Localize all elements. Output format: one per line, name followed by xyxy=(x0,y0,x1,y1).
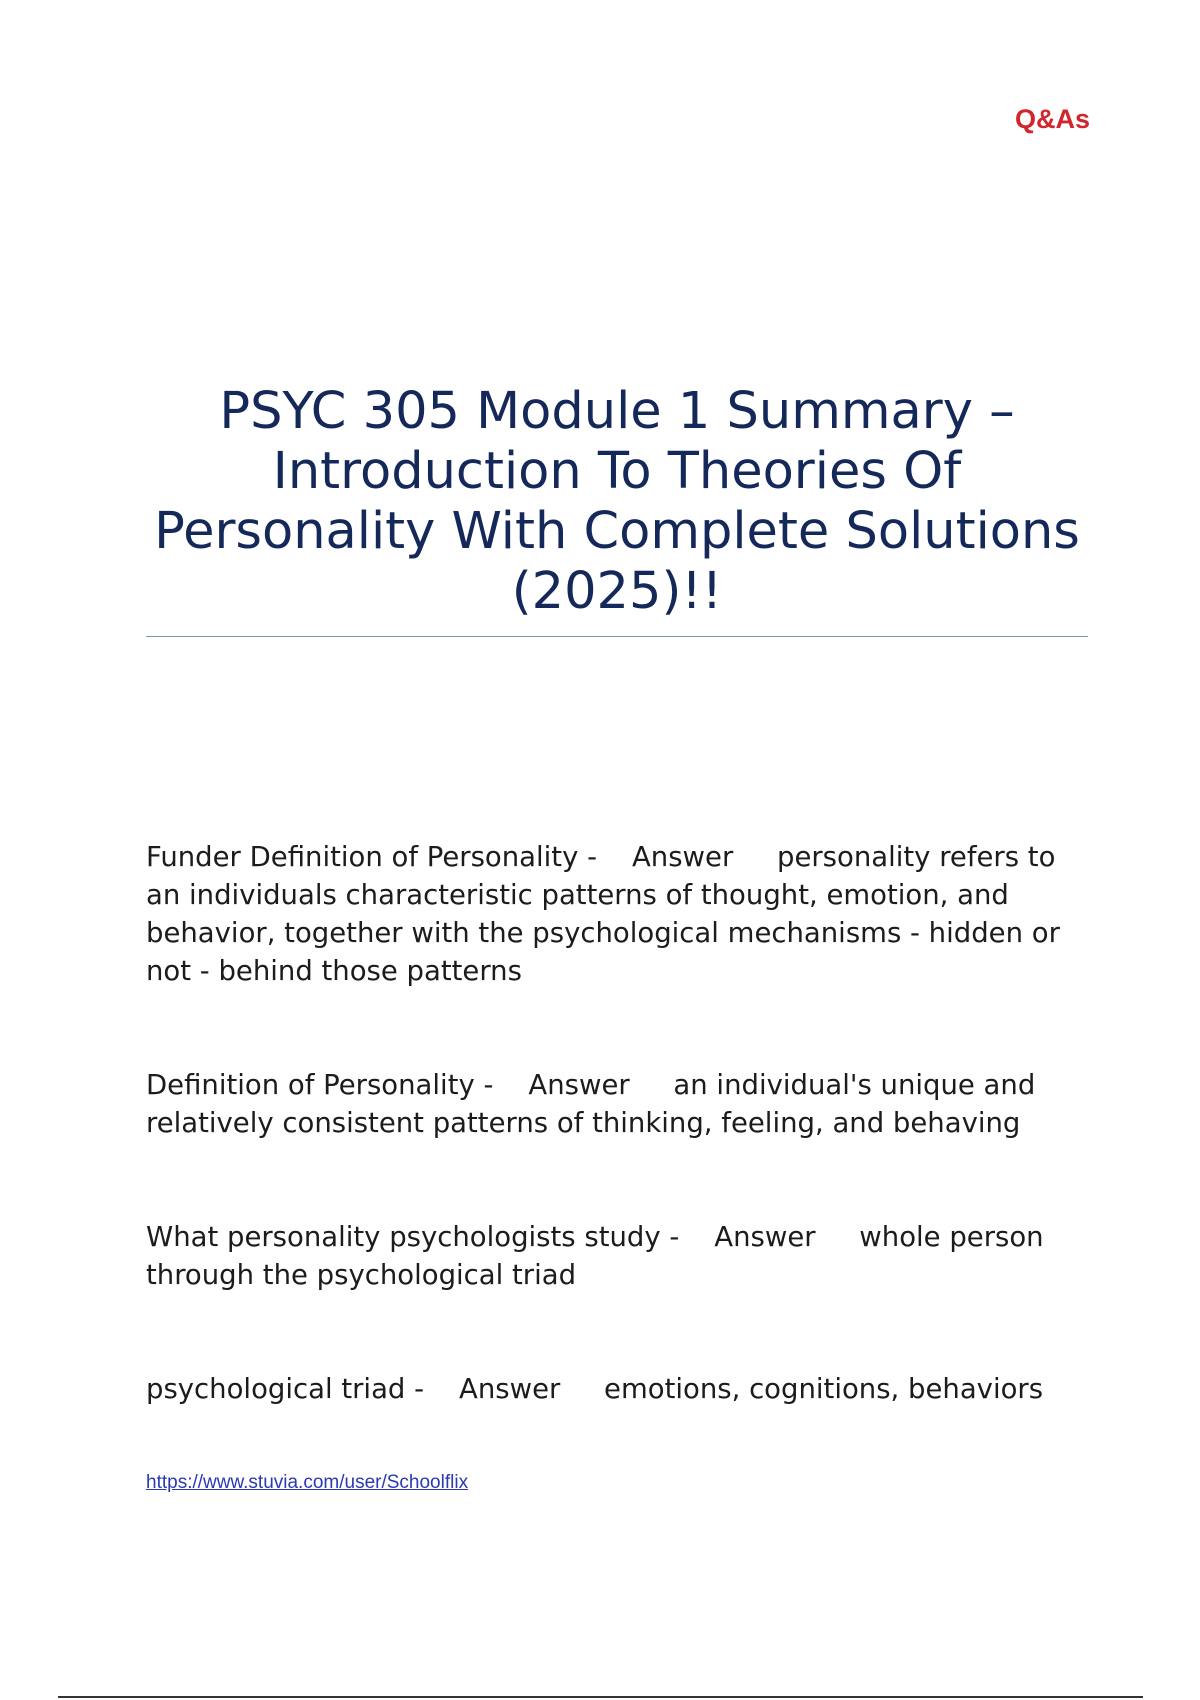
qa-item-what-psychologists-study xyxy=(146,1218,1086,1294)
footer-divider xyxy=(58,1696,1143,1698)
qa-question: Definition of Personality - xyxy=(146,1069,494,1101)
qa-answer-label: Answer xyxy=(528,1069,630,1101)
document-title: PSYC 305 Module 1 Summary – Introduction To Theories Of Personality With Complete Solutions (2025)!! xyxy=(154,382,1080,621)
qas-tag: Q&As xyxy=(1014,104,1090,134)
qa-list xyxy=(146,838,1086,1408)
qa-question: psychological triad - xyxy=(146,1373,425,1405)
qa-answer: whole person through the psychological triad xyxy=(146,1221,1044,1291)
qa-item-funder-definition xyxy=(146,838,1086,990)
qa-answer-label: Answer xyxy=(459,1373,561,1405)
qa-answer-label: Answer xyxy=(714,1221,816,1253)
qa-question: What personality psychologists study - xyxy=(146,1221,680,1253)
qa-question: Funder Definition of Personality - xyxy=(146,841,598,873)
qa-answer: an individual's unique and relatively consistent patterns of thinking, feeling, and behaving xyxy=(146,1069,1036,1139)
title-block xyxy=(146,382,1088,637)
qa-answer: personality refers to an individuals characteristic patterns of thought, emotion, and behavior, together with the psychological mechanisms - hidden or not - behind those patterns xyxy=(146,841,1060,987)
qa-answer: emotions, cognitions, behaviors xyxy=(604,1373,1044,1405)
qa-answer-label: Answer xyxy=(631,841,734,873)
qa-item-psychological-triad xyxy=(146,1370,1086,1408)
qa-item-definition xyxy=(146,1066,1086,1142)
source-link[interactable]: https://www.stuvia.com/user/Schoolflix xyxy=(146,1472,469,1493)
